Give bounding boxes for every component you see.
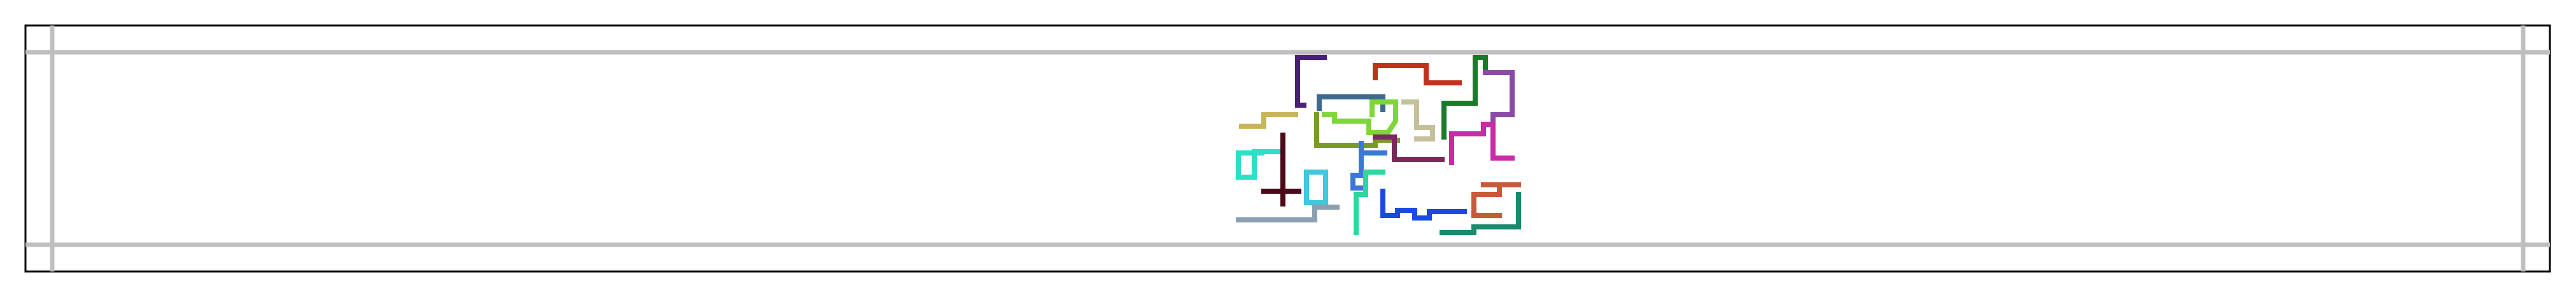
path-15: [1306, 172, 1326, 205]
path-6: [1242, 115, 1296, 126]
path-18: [1383, 191, 1464, 218]
path-group: [1238, 57, 1518, 233]
path-14: [1353, 143, 1385, 188]
path-8: [1404, 102, 1433, 139]
path-4: [1485, 73, 1512, 126]
path-13: [1452, 124, 1512, 163]
diagram-frame: [25, 25, 2550, 272]
path-19: [1474, 185, 1518, 215]
path-11: [1264, 135, 1299, 204]
path-3: [1444, 57, 1485, 137]
path-2: [1375, 66, 1459, 83]
path-17: [1238, 207, 1337, 220]
path-10: [1238, 152, 1280, 177]
path-16: [1356, 172, 1383, 233]
